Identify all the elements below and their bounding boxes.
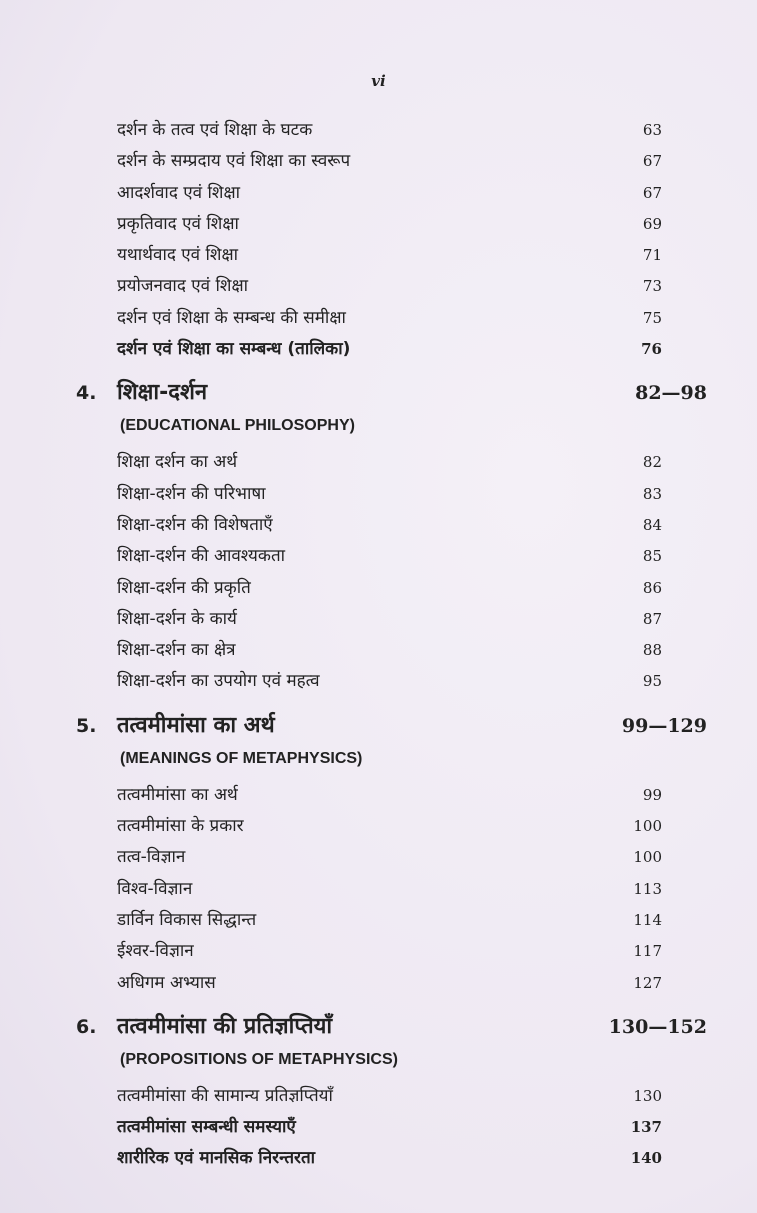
- entry-title: दर्शन एवं शिक्षा के सम्बन्ध की समीक्षा: [117, 307, 346, 328]
- toc-entry: [0, 146, 757, 177]
- toc-entry: [0, 968, 757, 999]
- entry-title: शिक्षा-दर्शन के कार्य: [117, 608, 237, 629]
- toc-entry: [0, 240, 757, 271]
- entry-page: 130: [633, 1086, 662, 1105]
- entry-title: तत्वमीमांसा सम्बन्धी समस्याएँ: [117, 1117, 296, 1138]
- entry-page: 86: [642, 578, 662, 597]
- entry-title: शिक्षा दर्शन का अर्थ: [117, 452, 238, 473]
- entry-page: 137: [630, 1118, 662, 1137]
- toc-entry: [0, 604, 757, 635]
- chapter-page-range: 130—152: [608, 1015, 707, 1038]
- toc-entry: [0, 510, 757, 541]
- entry-page: 87: [642, 609, 662, 628]
- toc-entry: [0, 780, 757, 811]
- toc-entry: [0, 573, 757, 604]
- entry-title: आदर्शवाद एवं शिक्षा: [117, 182, 241, 203]
- entry-title: शिक्षा-दर्शन की विशेषताएँ: [117, 514, 273, 535]
- entry-title: दर्शन एवं शिक्षा का सम्बन्ध (तालिका): [117, 339, 351, 360]
- entry-page: 83: [642, 484, 662, 503]
- page-folio: vi: [371, 72, 386, 90]
- toc-entry: [0, 1143, 757, 1174]
- toc-entry: [0, 1112, 757, 1143]
- toc-entry: [0, 115, 757, 146]
- entry-page: 100: [633, 848, 662, 867]
- toc-entry: [0, 271, 757, 302]
- toc-section: [0, 373, 757, 697]
- chapter-heading: [0, 373, 757, 413]
- entry-title: विश्व-विज्ञान: [117, 878, 193, 899]
- toc-entry: [0, 334, 757, 365]
- chapter-subtitle-row: [0, 413, 757, 439]
- toc-entry: [0, 1081, 757, 1112]
- entry-title: प्रयोजनवाद एवं शिक्षा: [117, 276, 249, 297]
- toc-entry: [0, 303, 757, 334]
- entry-title: तत्वमीमांसा की सामान्य प्रतिज्ञप्तियाँ: [117, 1085, 333, 1106]
- toc-entry: [0, 209, 757, 240]
- entry-page: 100: [633, 817, 662, 836]
- entry-title: शारीरिक एवं मानसिक निरन्तरता: [117, 1148, 316, 1169]
- entry-page: 88: [642, 641, 662, 660]
- entry-page: 67: [642, 183, 662, 202]
- toc-entry: [0, 905, 757, 936]
- entry-page: 71: [642, 246, 662, 265]
- chapter-title: शिक्षा-दर्शन: [117, 380, 208, 406]
- toc-entry: [0, 666, 757, 697]
- entry-page: 117: [633, 942, 662, 961]
- entry-title: दर्शन के तत्व एवं शिक्षा के घटक: [117, 120, 313, 140]
- entry-page: 99: [642, 785, 662, 804]
- toc-entry: [0, 541, 757, 572]
- entry-page: 75: [642, 308, 662, 327]
- toc-entry: [0, 874, 757, 905]
- chapter-number: 6.: [76, 1015, 97, 1038]
- chapter-heading: [0, 1007, 757, 1047]
- chapter-title: तत्वमीमांसा की प्रतिज्ञप्तियाँ: [117, 1013, 333, 1039]
- chapter-subtitle: (PROPOSITIONS OF METAPHYSICS): [120, 1050, 398, 1068]
- chapter-title: तत्वमीमांसा का अर्थ: [117, 712, 275, 738]
- table-of-contents: [0, 115, 757, 1175]
- entry-title: शिक्षा-दर्शन की परिभाषा: [117, 483, 266, 504]
- entry-page: 95: [642, 672, 662, 691]
- toc-entry: [0, 811, 757, 842]
- chapter-page-range: 99—129: [621, 714, 707, 737]
- toc-entry: [0, 842, 757, 873]
- entry-title: डार्विन विकास सिद्धान्त: [117, 909, 257, 930]
- entry-title: तत्व-विज्ञान: [117, 847, 186, 868]
- entry-title: दर्शन के सम्प्रदाय एवं शिक्षा का स्वरूप: [117, 151, 351, 172]
- entry-title: ईश्वर-विज्ञान: [117, 941, 194, 962]
- entry-title: प्रकृतिवाद एवं शिक्षा: [117, 213, 239, 234]
- entry-page: 69: [642, 214, 662, 233]
- toc-section: [0, 1007, 757, 1175]
- entry-title: यथार्थवाद एवं शिक्षा: [117, 245, 239, 266]
- entry-page: 67: [642, 152, 662, 171]
- entry-page: 73: [642, 277, 662, 296]
- chapter-number: 4.: [76, 382, 97, 405]
- toc-entry: [0, 178, 757, 209]
- entry-title: शिक्षा-दर्शन का क्षेत्र: [117, 640, 236, 661]
- chapter-number: 5.: [76, 714, 97, 737]
- entry-page: 127: [633, 973, 662, 992]
- entry-page: 140: [630, 1149, 662, 1168]
- entry-title: शिक्षा-दर्शन की आवश्यकता: [117, 546, 286, 567]
- entry-page: 76: [641, 340, 662, 359]
- chapter-page-range: 82—98: [635, 382, 707, 405]
- entry-page: 113: [633, 879, 662, 898]
- entry-title: तत्वमीमांसा के प्रकार: [117, 816, 244, 837]
- entry-title: शिक्षा-दर्शन का उपयोग एवं महत्व: [117, 671, 320, 692]
- toc-entry: [0, 635, 757, 666]
- entry-title: शिक्षा-दर्शन की प्रकृति: [117, 577, 251, 598]
- chapter-subtitle: (EDUCATIONAL PHILOSOPHY): [120, 417, 355, 435]
- toc-section: [0, 115, 757, 365]
- entry-title: तत्वमीमांसा का अर्थ: [117, 784, 238, 805]
- chapter-subtitle: (MEANINGS OF METAPHYSICS): [120, 749, 363, 767]
- entry-page: 84: [642, 515, 662, 534]
- chapter-subtitle-row: [0, 1047, 757, 1073]
- entry-page: 63: [642, 121, 662, 139]
- entry-page: 85: [642, 547, 662, 566]
- entry-title: अधिगम अभ्यास: [117, 972, 216, 993]
- toc-entry: [0, 936, 757, 967]
- entry-page: 82: [642, 453, 662, 472]
- toc-entry: [0, 479, 757, 510]
- chapter-subtitle-row: [0, 746, 757, 772]
- toc-entry: [0, 447, 757, 478]
- entry-page: 114: [633, 910, 662, 929]
- chapter-heading: [0, 706, 757, 746]
- toc-section: [0, 706, 757, 999]
